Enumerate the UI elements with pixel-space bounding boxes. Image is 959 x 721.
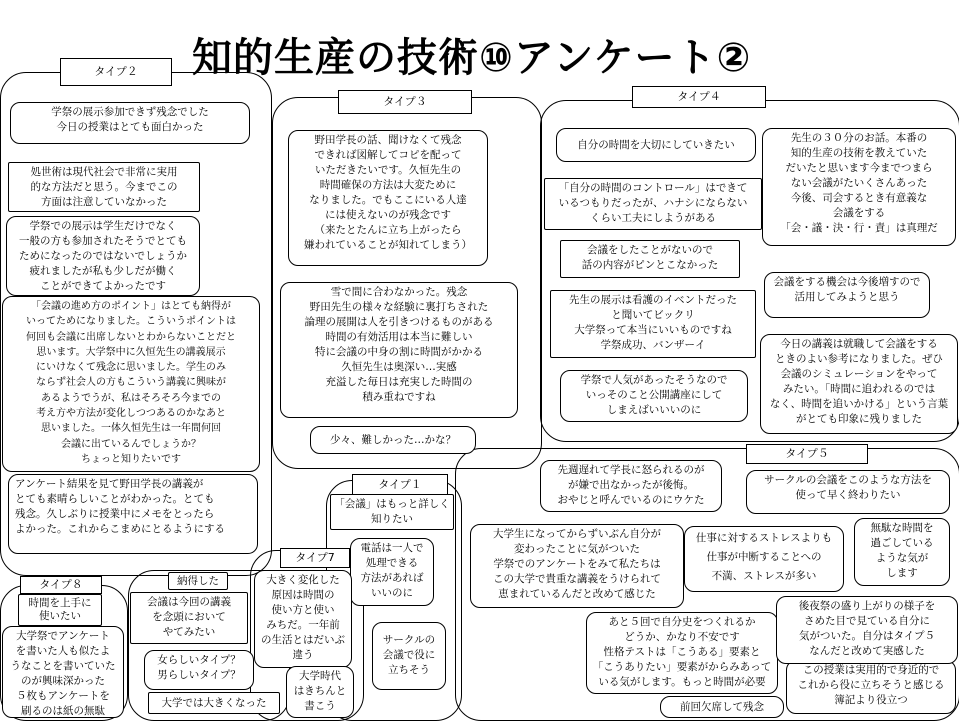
- comment-card: 仕事に対するストレスよりも 仕事が中断することへの 不満、ストレスが多い: [684, 526, 844, 592]
- comment-card: 無駄な時間を 過ごしている ような気が します: [854, 518, 950, 586]
- comment-card: 前回欠席して残念: [660, 696, 784, 718]
- comment-card: 納得した: [168, 572, 228, 590]
- comment-card: 「会議」はもっと詳しく 知りたい: [330, 494, 454, 530]
- comment-card: この授業は実用的で身近的で これから役に立ちそうと感じる 簿記より役立つ: [786, 660, 956, 714]
- comment-card: 先生の展示は看護のイベントだった と聞いてビックリ 大学祭って本当にいいものですね 学祭成功、バンザーイ: [550, 290, 756, 358]
- type3-label: タイプ３: [338, 90, 472, 114]
- comment-card: 大学では大きくなった: [148, 692, 280, 714]
- type8-label: タイプ８: [20, 576, 102, 594]
- comment-card: 女らしいタイプ？ 男らしいタイプ？: [144, 650, 254, 690]
- comment-card: 少々、難しかった…かな？: [310, 426, 476, 454]
- type1-label: タイプ１: [352, 474, 448, 496]
- type5-label: タイプ５: [746, 444, 868, 464]
- comment-card: 「自分の時間のコントロール」はできて いるつもりだったが、ハナシにならない くらい工夫にしようがある: [544, 178, 762, 230]
- comment-card: 先週遅れて学長に怒られるのが が嫌で出なかったが後悔。 おやじと呼んでいるのにウケた: [540, 460, 722, 512]
- type7-label: タイプ7: [280, 548, 350, 568]
- type2-label: タイプ２: [60, 58, 172, 86]
- comment-card: 野田学長の話、聞けなくて残念 できれば図解してコピを配って いただきたいです。久恒先生の 時間確保の方法は大変ために なりました。でもここにいる人達 には使えないのが残念です （来たとたんに立ち上がったら 嫌われていることが知れてしまう）: [288, 130, 488, 266]
- comment-card: 大学生になってからずいぶん自分が 変わったことに気がついた 学祭でのアンケートをみて私たちは この大学で貴重な講義をうけられて 恵まれているんだと改めて感じた: [470, 524, 684, 608]
- comment-card: サークルの 会議で役に 立ちそう: [372, 622, 446, 690]
- comment-card: 大学時代 はきちんと 書こう: [286, 666, 354, 718]
- comment-card: 大学祭でアンケート を書いた人も似たよ うなことを書いていた のが興味深かった ５枚もアンケートを 刷るのは紙の無駄: [2, 626, 124, 718]
- comment-card: 先生の３０分のお話。本番の 知的生産の技術を教えていた だいたと思います今までつまら ない会議がたいくさんあった 今後、司会するとき有意義な 会議をする 「会・議・決・行・責」は真理だ: [762, 128, 956, 246]
- comment-card: 「会議の進め方のポイント」はとても納得が いってためになりました。こういうポイントは 何回も会議に出席しないとわからないことだと 思います。大学祭中に久恒先生の講義展示 にいけなくて残念に思いました。学生のみ ならず社会人の方もこういう講義に興味が あるようでうが、私はそろそろ今までの 考え方や方法が変化しつつあるのかなあと 思いました。一体久恒先生は一年間何回 会議に出ているんでしょうか？ ちょっと知りたいです: [2, 296, 260, 472]
- comment-card: 学祭の展示参加できず残念でした 今日の授業はとても面白かった: [10, 102, 250, 144]
- comment-card: 電話は一人で 処理できる 方法があれば いいのに: [350, 538, 434, 606]
- page-title: 知的生産の技術⑩アンケート②: [192, 35, 752, 81]
- comment-card: 学祭での展示は学生だけでなく 一般の方も参加されたそうでとても ためになったのではないでしょうか 疲れましたが私も少しだが働く ことができてよかったです: [6, 216, 200, 296]
- comment-card: 後夜祭の盛り上がりの様子を さめた目で見ている自分に 気がついた。自分はタイプ５ なんだと改めて実感した: [776, 596, 958, 664]
- comment-card: 会議をする機会は今後増すので 活用してみようと思う: [764, 272, 930, 318]
- comment-card: 雪で間に合わなかった。残念 野田先生の様々な経験に裏打ちされた 論理の展開は人を引きつけるものがある 時間の有効活用は本当に難しい 特に会議の中身の割に時間がかかる 久恒先生は奥深い…実感 充溢した毎日は充実した時間の 積み重ねですね: [280, 282, 518, 418]
- comment-card: 今日の講義は就職して会議をする ときのよい参考になりました。ぜひ 会議のシミュレーションをやって みたい。「時間に追われるのでは なく、時間を追いかける」という言葉 がとても印象に残りました: [760, 334, 958, 434]
- comment-card: 会議をしたことがないので 話の内容がピンとこなかった: [560, 240, 740, 278]
- comment-card: サークルの会議をこのような方法を 使って早く終わりたい: [746, 470, 950, 514]
- type4-label: タイプ４: [632, 86, 766, 108]
- comment-card: 学祭で人気があったそうなので いっそのこと公開講座にして しまえばいいいのに: [560, 370, 748, 422]
- comment-card: 大きく変化した 原因は時間の 使い方と使い みちだ。一年前 の生活とはだいぶ 違う: [254, 570, 352, 668]
- comment-card: 時間を上手に 使いたい: [18, 594, 102, 626]
- comment-card: あと５回で自分史をつくれるか どうか、かなり不安です 性格テストは「こうある」要素と 「こうありたい」要素がからみあって いる気がします。もっと時間が必要: [586, 612, 778, 694]
- comment-card: アンケート結果を見て野田学長の講義が とても素晴らしいことがわかった。とても 残念。久しぶりに授業中にメモをとったら よかった。これからこまめにとるようにする: [8, 474, 258, 554]
- comment-card: 会議は今回の講義 を念頭において やてみたい: [130, 592, 248, 644]
- comment-card: 自分の時間を大切にしていきたい: [556, 128, 756, 162]
- comment-card: 処世術は現代社会で非常に実用 的な方法だと思う。今までこの 方面は注意していなかった: [8, 162, 200, 212]
